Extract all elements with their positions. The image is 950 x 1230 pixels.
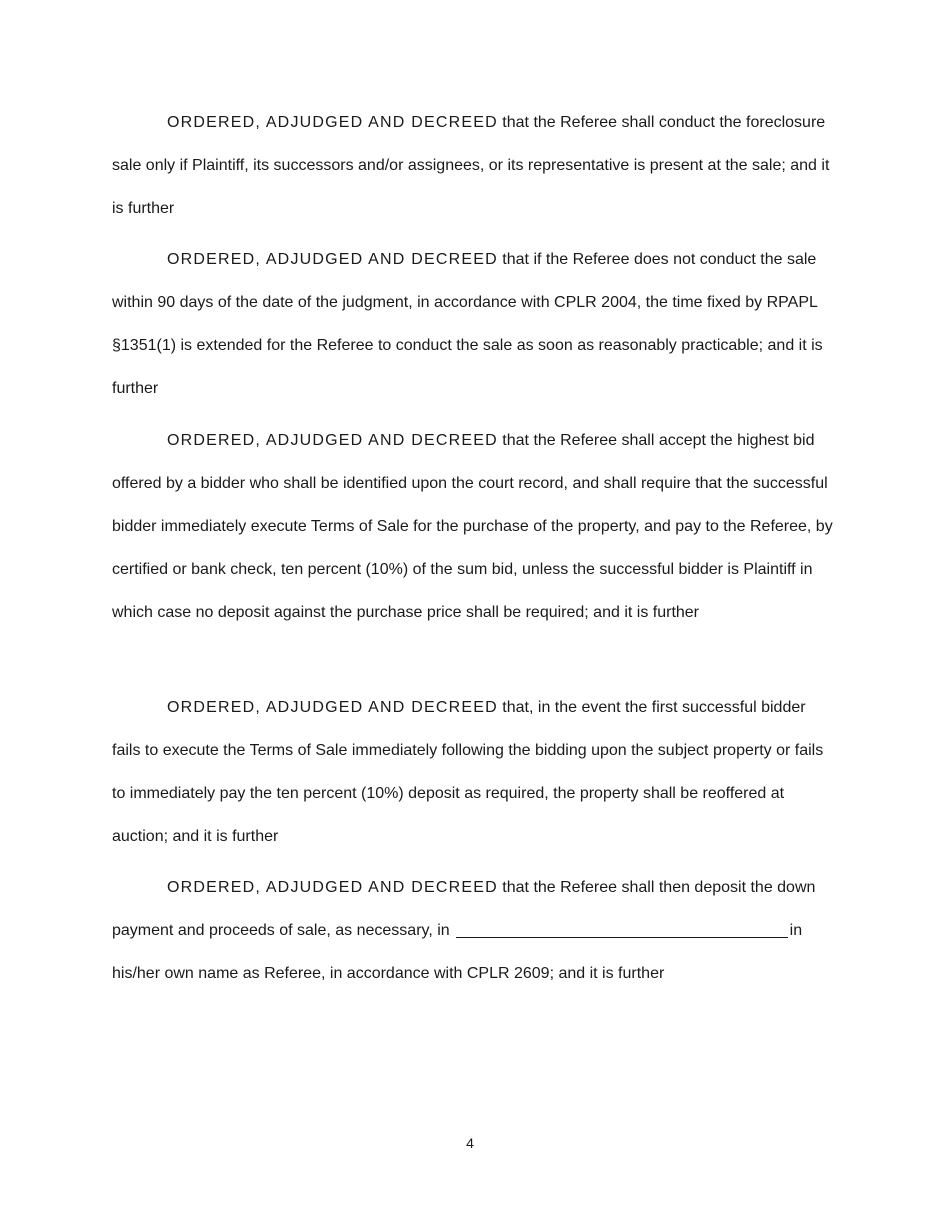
ordered-lead: ORDERED, ADJUDGED AND DECREED [167,699,498,716]
ordered-lead: ORDERED, ADJUDGED AND DECREED [167,251,498,268]
paragraph-deposit-proceeds [112,866,838,995]
page-number: 4 [466,1135,474,1151]
paragraph-text: that, in the event the first successful bidder fails to execute the Terms of Sale immediately following the bidding upon the subject property or fails to immediately pay the ten percent (10%) deposit as required, the property shall be reoffered at auction; and it is further [112,699,824,845]
ordered-lead: ORDERED, ADJUDGED AND DECREED [167,114,498,131]
paragraph-text: that if the Referee does not conduct the sale within 90 days of the date of the judgment, in accordance with CPLR 2004, the time fixed by RPAPL §1351(1) is extended for the Referee to conduct the sale as soon as reasonably practicable; and it is further [112,251,823,397]
paragraph-reoffer-auction [112,686,838,858]
ordered-lead: ORDERED, ADJUDGED AND DECREED [167,432,498,449]
paragraph-text: that the Referee shall then deposit the down payment and proceeds of sale, as necessary, in [112,879,816,939]
paragraph-referee-presence [112,101,838,230]
paragraph-highest-bid [112,419,838,634]
paragraph-text: that the Referee shall accept the highest bid offered by a bidder who shall be identified upon the court record, and shall require that the successful bidder immediately execute Terms of Sale for the purchase of the property, and pay to the Referee, by certified or bank check, ten percent (10%) of the sum bid, unless the successful bidder is Plaintiff in which case no deposit against the purchase price shall be required; and it is further [112,432,833,621]
paragraph-text: that the Referee shall conduct the foreclosure sale only if Plaintiff, its successors and/or assignees, or its representative is present at the sale; and it is further [112,114,830,217]
ordered-lead: ORDERED, ADJUDGED AND DECREED [167,879,498,896]
paragraph-sale-timing [112,238,838,410]
paragraph-text: in his/her own name as Referee, in accordance with CPLR 2609; and it is further [112,922,803,982]
deposit-bank-blank-line[interactable] [456,919,788,938]
